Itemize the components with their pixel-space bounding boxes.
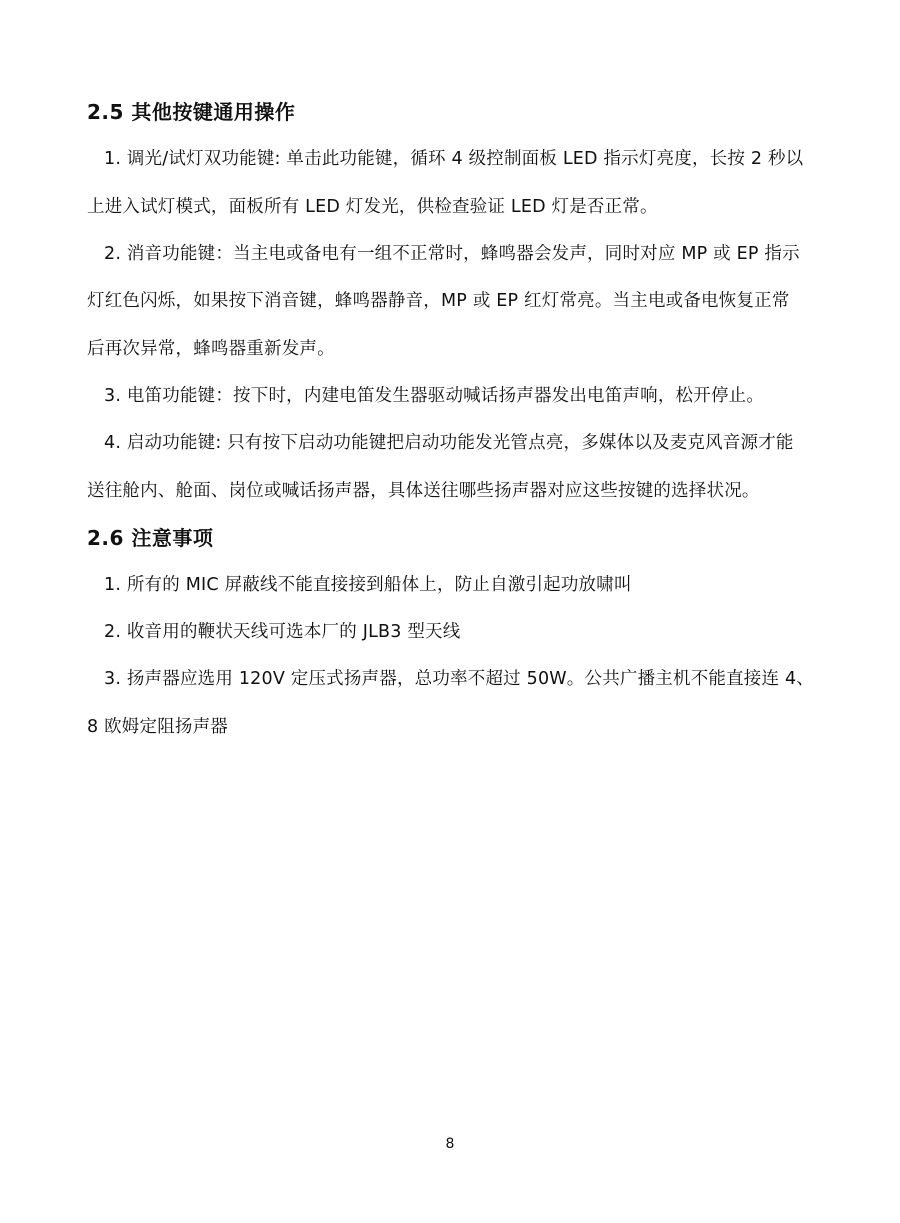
section-2-5-heading: 2.5 其他按键通用操作 (87, 100, 296, 124)
section-2-5-item-3-line-1: 3. 电笛功能键：按下时，内建电笛发生器驱动喊话扬声器发出电笛声响，松开停止。 (104, 386, 765, 406)
page-number: 8 (445, 1136, 455, 1152)
section-2-5-item-4-line-1: 4. 启动功能键: 只有按下启动功能键把启动功能发光管点亮，多媒体以及麦克风音源才能 (104, 433, 794, 453)
section-2-5-item-2-line-2: 灯红色闪烁，如果按下消音键，蜂鸣器静音，MP 或 EP 红灯常亮。当主电或备电恢复正常 (87, 291, 790, 311)
section-2-6-heading: 2.6 注意事项 (87, 526, 214, 550)
section-2-5-item-1-line-2: 上进入试灯模式，面板所有 LED 灯发光，供检查验证 LED 灯是否正常。 (87, 197, 658, 217)
section-2-6-item-2-line-1: 2. 收音用的鞭状天线可选本厂的 JLB3 型天线 (104, 622, 461, 642)
section-2-6-item-1-line-1: 1. 所有的 MIC 屏蔽线不能直接接到船体上，防止自激引起功放啸叫 (104, 575, 632, 595)
section-2-5-item-2-line-1: 2. 消音功能键：当主电或备电有一组不正常时，蜂鸣器会发声，同时对应 MP 或 EP 指示 (104, 244, 800, 264)
section-2-5-item-2-line-3: 后再次异常，蜂鸣器重新发声。 (87, 339, 335, 359)
section-2-6-item-3-line-2: 8 欧姆定阻扬声器 (87, 717, 228, 737)
section-2-5-item-4-line-2: 送往舱内、舱面、岗位或喊话扬声器，具体送往哪些扬声器对应这些按键的选择状况。 (87, 481, 760, 501)
section-2-6-item-3-line-1: 3. 扬声器应选用 120V 定压式扬声器，总功率不超过 50W。公共广播主机不能直接连 4、 (104, 669, 814, 689)
section-2-5-item-1-line-1: 1. 调光/试灯双功能键: 单击此功能键，循环 4 级控制面板 LED 指示灯亮度，长按 2 秒以 (104, 149, 804, 169)
